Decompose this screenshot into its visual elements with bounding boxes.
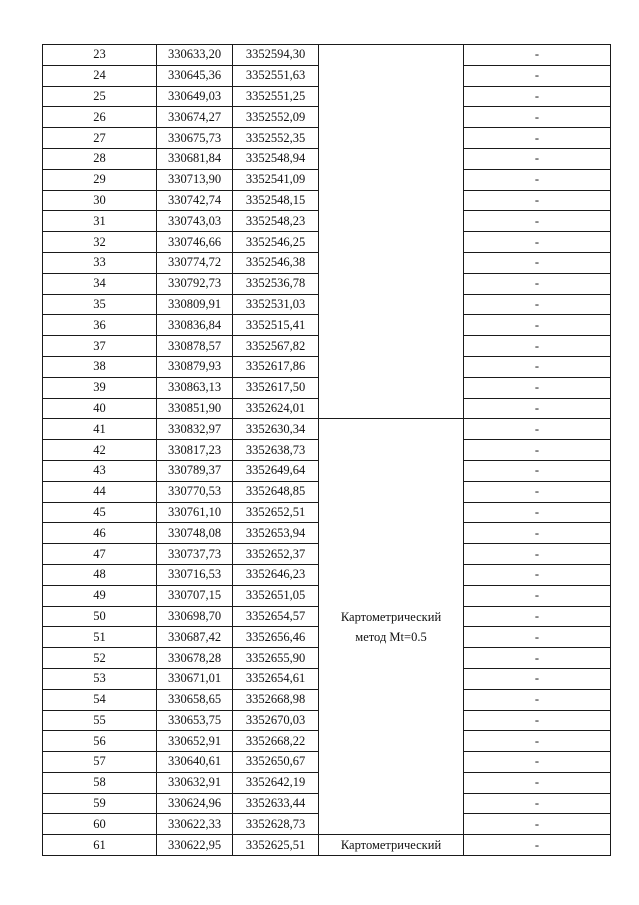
y-coordinate: 3352546,38 <box>233 252 319 273</box>
x-coordinate: 330649,03 <box>157 86 233 107</box>
y-coordinate: 3352652,37 <box>233 544 319 565</box>
accuracy-value: - <box>464 148 611 169</box>
accuracy-value: - <box>464 377 611 398</box>
y-coordinate: 3352642,19 <box>233 772 319 793</box>
accuracy-value: - <box>464 460 611 481</box>
x-coordinate: 330632,91 <box>157 772 233 793</box>
accuracy-value: - <box>464 315 611 336</box>
point-number: 56 <box>43 731 157 752</box>
y-coordinate: 3352670,03 <box>233 710 319 731</box>
point-number: 52 <box>43 648 157 669</box>
point-number: 27 <box>43 128 157 149</box>
x-coordinate: 330622,95 <box>157 835 233 856</box>
point-number: 48 <box>43 564 157 585</box>
x-coordinate: 330761,10 <box>157 502 233 523</box>
y-coordinate: 3352651,05 <box>233 585 319 606</box>
point-number: 49 <box>43 585 157 606</box>
point-number: 59 <box>43 793 157 814</box>
y-coordinate: 3352656,46 <box>233 627 319 648</box>
point-number: 25 <box>43 86 157 107</box>
x-coordinate: 330817,23 <box>157 440 233 461</box>
y-coordinate: 3352654,61 <box>233 668 319 689</box>
y-coordinate: 3352625,51 <box>233 835 319 856</box>
x-coordinate: 330653,75 <box>157 710 233 731</box>
point-number: 31 <box>43 211 157 232</box>
point-number: 34 <box>43 273 157 294</box>
x-coordinate: 330789,37 <box>157 460 233 481</box>
accuracy-value: - <box>464 86 611 107</box>
x-coordinate: 330770,53 <box>157 481 233 502</box>
y-coordinate: 3352646,23 <box>233 564 319 585</box>
x-coordinate: 330742,74 <box>157 190 233 211</box>
point-number: 58 <box>43 772 157 793</box>
x-coordinate: 330698,70 <box>157 606 233 627</box>
accuracy-value: - <box>464 689 611 710</box>
point-number: 37 <box>43 336 157 357</box>
accuracy-value: - <box>464 294 611 315</box>
point-number: 38 <box>43 356 157 377</box>
method-cell <box>319 419 464 835</box>
x-coordinate: 330624,96 <box>157 793 233 814</box>
method-line-1: Картометрический <box>340 609 442 624</box>
accuracy-value: - <box>464 252 611 273</box>
accuracy-value: - <box>464 606 611 627</box>
x-coordinate: 330792,73 <box>157 273 233 294</box>
point-number: 23 <box>43 45 157 66</box>
point-number: 53 <box>43 668 157 689</box>
method-cell-empty <box>319 45 464 419</box>
accuracy-value: - <box>464 107 611 128</box>
y-coordinate: 3352653,94 <box>233 523 319 544</box>
accuracy-value: - <box>464 211 611 232</box>
y-coordinate: 3352648,85 <box>233 481 319 502</box>
point-number: 45 <box>43 502 157 523</box>
method-line-2: метод Mt=0.5 <box>355 629 427 644</box>
y-coordinate: 3352655,90 <box>233 648 319 669</box>
y-coordinate: 3352668,98 <box>233 689 319 710</box>
y-coordinate: 3352638,73 <box>233 440 319 461</box>
accuracy-value: - <box>464 731 611 752</box>
point-number: 39 <box>43 377 157 398</box>
point-number: 32 <box>43 232 157 253</box>
y-coordinate: 3352630,34 <box>233 419 319 440</box>
y-coordinate: 3352628,73 <box>233 814 319 835</box>
accuracy-value: - <box>464 627 611 648</box>
accuracy-value: - <box>464 128 611 149</box>
x-coordinate: 330622,33 <box>157 814 233 835</box>
x-coordinate: 330851,90 <box>157 398 233 419</box>
x-coordinate: 330645,36 <box>157 65 233 86</box>
table-row <box>43 835 611 856</box>
x-coordinate: 330640,61 <box>157 752 233 773</box>
point-number: 47 <box>43 544 157 565</box>
y-coordinate: 3352536,78 <box>233 273 319 294</box>
x-coordinate: 330878,57 <box>157 336 233 357</box>
y-coordinate: 3352546,25 <box>233 232 319 253</box>
accuracy-value: - <box>464 336 611 357</box>
x-coordinate: 330879,93 <box>157 356 233 377</box>
point-number: 60 <box>43 814 157 835</box>
x-coordinate: 330836,84 <box>157 315 233 336</box>
accuracy-value: - <box>464 752 611 773</box>
x-coordinate: 330809,91 <box>157 294 233 315</box>
accuracy-value: - <box>464 232 611 253</box>
x-coordinate: 330658,65 <box>157 689 233 710</box>
y-coordinate: 3352548,94 <box>233 148 319 169</box>
accuracy-value: - <box>464 65 611 86</box>
x-coordinate: 330652,91 <box>157 731 233 752</box>
point-number: 55 <box>43 710 157 731</box>
x-coordinate: 330746,66 <box>157 232 233 253</box>
point-number: 50 <box>43 606 157 627</box>
method-cell: Картометрический <box>319 835 464 856</box>
accuracy-value: - <box>464 564 611 585</box>
x-coordinate: 330743,03 <box>157 211 233 232</box>
accuracy-value: - <box>464 544 611 565</box>
point-number: 44 <box>43 481 157 502</box>
x-coordinate: 330674,27 <box>157 107 233 128</box>
y-coordinate: 3352552,35 <box>233 128 319 149</box>
accuracy-value: - <box>464 585 611 606</box>
table-row <box>43 419 611 440</box>
point-number: 54 <box>43 689 157 710</box>
accuracy-value: - <box>464 648 611 669</box>
accuracy-value: - <box>464 710 611 731</box>
y-coordinate: 3352541,09 <box>233 169 319 190</box>
point-number: 30 <box>43 190 157 211</box>
x-coordinate: 330633,20 <box>157 45 233 66</box>
accuracy-value: - <box>464 814 611 835</box>
point-number: 24 <box>43 65 157 86</box>
y-coordinate: 3352548,15 <box>233 190 319 211</box>
point-number: 33 <box>43 252 157 273</box>
x-coordinate: 330716,53 <box>157 564 233 585</box>
y-coordinate: 3352515,41 <box>233 315 319 336</box>
point-number: 46 <box>43 523 157 544</box>
accuracy-value: - <box>464 481 611 502</box>
x-coordinate: 330687,42 <box>157 627 233 648</box>
y-coordinate: 3352650,67 <box>233 752 319 773</box>
accuracy-value: - <box>464 398 611 419</box>
x-coordinate: 330681,84 <box>157 148 233 169</box>
x-coordinate: 330675,73 <box>157 128 233 149</box>
y-coordinate: 3352617,50 <box>233 377 319 398</box>
accuracy-value: - <box>464 45 611 66</box>
point-number: 43 <box>43 460 157 481</box>
y-coordinate: 3352551,63 <box>233 65 319 86</box>
point-number: 29 <box>43 169 157 190</box>
x-coordinate: 330707,15 <box>157 585 233 606</box>
x-coordinate: 330863,13 <box>157 377 233 398</box>
accuracy-value: - <box>464 273 611 294</box>
y-coordinate: 3352531,03 <box>233 294 319 315</box>
table-row <box>43 45 611 66</box>
accuracy-value: - <box>464 169 611 190</box>
accuracy-value: - <box>464 523 611 544</box>
x-coordinate: 330671,01 <box>157 668 233 689</box>
y-coordinate: 3352668,22 <box>233 731 319 752</box>
y-coordinate: 3352617,86 <box>233 356 319 377</box>
point-number: 28 <box>43 148 157 169</box>
y-coordinate: 3352649,64 <box>233 460 319 481</box>
point-number: 51 <box>43 627 157 648</box>
point-number: 26 <box>43 107 157 128</box>
point-number: 36 <box>43 315 157 336</box>
point-number: 41 <box>43 419 157 440</box>
point-number: 42 <box>43 440 157 461</box>
y-coordinate: 3352552,09 <box>233 107 319 128</box>
accuracy-value: - <box>464 419 611 440</box>
accuracy-value: - <box>464 502 611 523</box>
x-coordinate: 330713,90 <box>157 169 233 190</box>
y-coordinate: 3352548,23 <box>233 211 319 232</box>
accuracy-value: - <box>464 668 611 689</box>
accuracy-value: - <box>464 440 611 461</box>
accuracy-value: - <box>464 772 611 793</box>
point-number: 40 <box>43 398 157 419</box>
accuracy-value: - <box>464 356 611 377</box>
y-coordinate: 3352624,01 <box>233 398 319 419</box>
accuracy-value: - <box>464 793 611 814</box>
x-coordinate: 330737,73 <box>157 544 233 565</box>
y-coordinate: 3352551,25 <box>233 86 319 107</box>
y-coordinate: 3352652,51 <box>233 502 319 523</box>
y-coordinate: 3352594,30 <box>233 45 319 66</box>
point-number: 61 <box>43 835 157 856</box>
y-coordinate: 3352654,57 <box>233 606 319 627</box>
x-coordinate: 330748,08 <box>157 523 233 544</box>
point-number: 57 <box>43 752 157 773</box>
y-coordinate: 3352633,44 <box>233 793 319 814</box>
coordinates-table <box>42 44 611 856</box>
accuracy-value: - <box>464 835 611 856</box>
x-coordinate: 330774,72 <box>157 252 233 273</box>
y-coordinate: 3352567,82 <box>233 336 319 357</box>
x-coordinate: 330678,28 <box>157 648 233 669</box>
point-number: 35 <box>43 294 157 315</box>
accuracy-value: - <box>464 190 611 211</box>
x-coordinate: 330832,97 <box>157 419 233 440</box>
